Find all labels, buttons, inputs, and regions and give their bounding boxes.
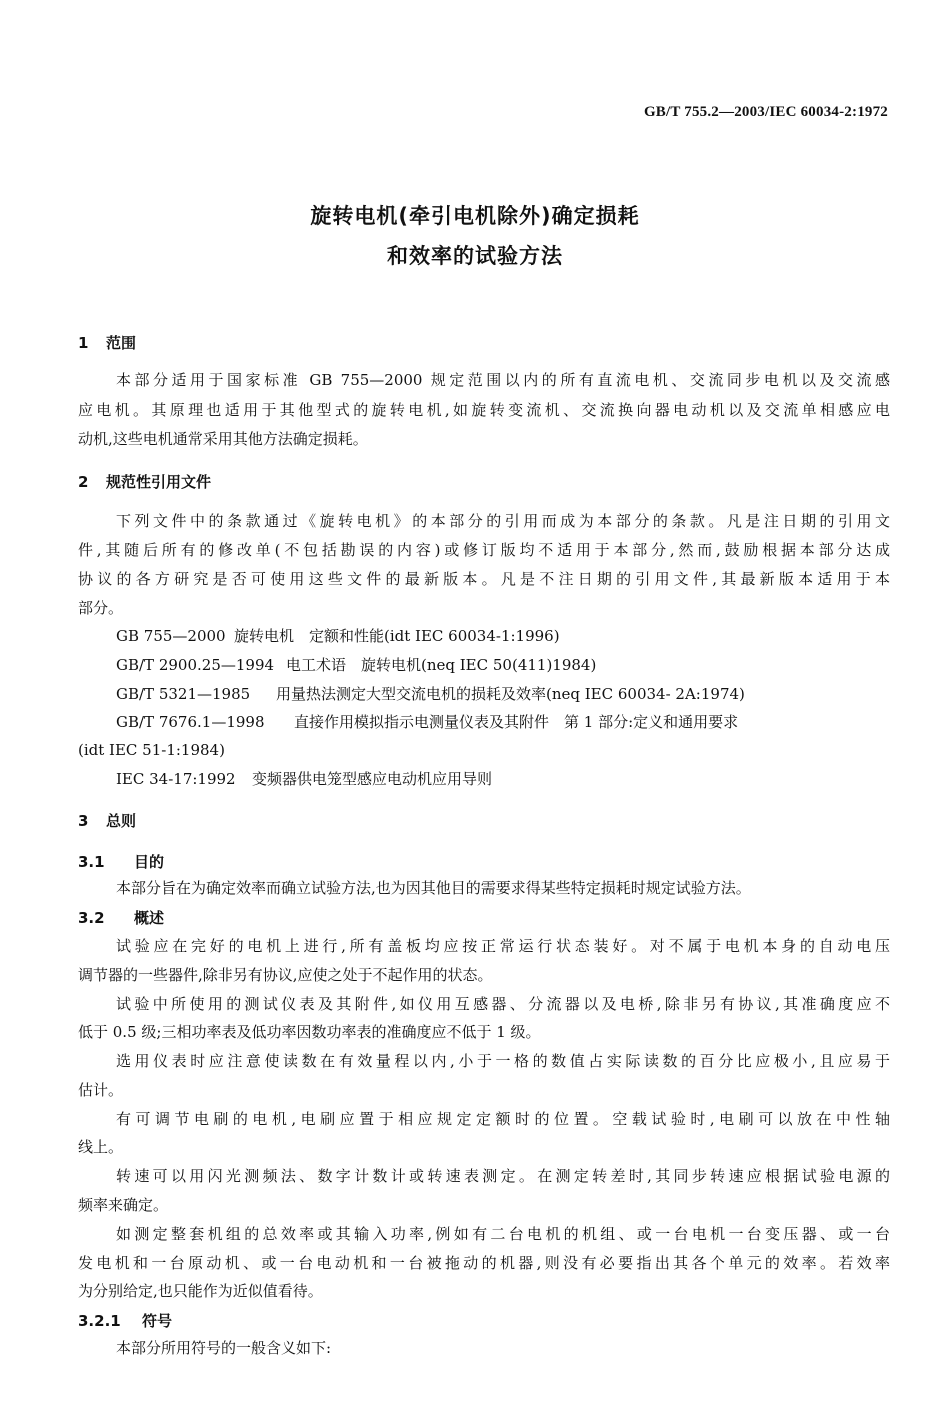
text-line: (idt IEC 51-1:1984) [78, 741, 225, 759]
text-line: 协议的各方研究是否可使用这些文件的最新版本。凡是不注日期的引用文件,其最新版本适用于本 [78, 570, 890, 588]
document-title-line1: 旋转电机(牵引电机除外)确定损耗 [310, 204, 640, 228]
text-line: 频率来确定。 [78, 1196, 169, 1214]
text-line: 选用仪表时应注意使读数在有效量程以内,小于一格的数值占实际读数的百分比应极小,且应易于 [116, 1052, 890, 1070]
section-3-heading: 3 总则 [78, 812, 137, 830]
section-3-2-1-heading: 3.2.1 符号 [78, 1312, 173, 1330]
standard-number: GB/T 755.2—2003/IEC 60034-2:1972 [643, 104, 888, 120]
text-line: 发电机和一台原动机、或一台电动机和一台被拖动的机器,则没有必要指出其各个单元的效率。若效率 [78, 1254, 890, 1272]
text-line: 本部分适用于国家标准 GB 755—2000 规定范围以内的所有直流电机、交流同步电机以及交流感 [116, 371, 890, 389]
text-line: 动机,这些电机通常采用其他方法确定损耗。 [78, 430, 368, 448]
reference-item: GB/T 7676.1—1998 直接作用模拟指示电测量仪表及其附件 第 1 部分:定义和通用要求 [116, 713, 739, 731]
text-line: 下列文件中的条款通过《旋转电机》的本部分的引用而成为本部分的条款。凡是注日期的引用文 [116, 512, 890, 530]
text-line: 为分别给定,也只能作为近似值看待。 [78, 1282, 323, 1300]
section-3-1-heading: 3.1 目的 [78, 853, 165, 871]
text-line: 如测定整套机组的总效率或其输入功率,例如有二台电机的机组、或一台电机一台变压器、或一台 [116, 1225, 890, 1243]
reference-item: GB 755—2000 旋转电机 定额和性能(idt IEC 60034-1:1996) [116, 627, 560, 645]
text-line: 本部分所用符号的一般含义如下: [116, 1339, 332, 1357]
document-title-line2: 和效率的试验方法 [387, 244, 563, 268]
text-line: 本部分旨在为确定效率而确立试验方法,也为因其他目的需要求得某些特定损耗时规定试验方法。 [116, 879, 751, 897]
section-2-heading: 2 规范性引用文件 [78, 473, 212, 491]
text-line: 应电机。其原理也适用于其他型式的旋转电机,如旋转变流机、交流换向器电动机以及交流单相感应电 [78, 401, 890, 419]
text-line: 估计。 [78, 1081, 124, 1099]
text-line: 试验应在完好的电机上进行,所有盖板均应按正常运行状态装好。对不属于电机本身的自动电压 [116, 937, 890, 955]
text-line: 转速可以用闪光测频法、数字计数计或转速表测定。在测定转差时,其同步转速应根据试验电源的 [116, 1167, 890, 1185]
text-line: 线上。 [78, 1138, 124, 1156]
text-line: 调节器的一些器件,除非另有协议,应使之处于不起作用的状态。 [78, 966, 493, 984]
reference-item: GB/T 5321—1985 用量热法测定大型交流电机的损耗及效率(neq IEC 60034- 2A:1974) [116, 685, 745, 703]
section-3-2-heading: 3.2 概述 [78, 909, 165, 927]
text-line: 件,其随后所有的修改单(不包括勘误的内容)或修订版均不适用于本部分,然而,鼓励根据本部分达成 [78, 541, 890, 559]
text-line: 部分。 [78, 599, 124, 617]
text-line: 低于 0.5 级;三相功率表及低功率因数功率表的准确度应不低于 1 级。 [78, 1023, 541, 1041]
reference-item: IEC 34-17:1992 变频器供电笼型感应电动机应用导则 [116, 770, 493, 788]
section-1-heading: 1 范围 [78, 334, 137, 352]
reference-item: GB/T 2900.25—1994 电工术语 旋转电机(neq IEC 50(411)1984) [116, 656, 597, 674]
text-line: 有可调节电刷的电机,电刷应置于相应规定定额时的位置。空载试验时,电刷可以放在中性轴 [116, 1110, 890, 1128]
text-line: 试验中所使用的测试仪表及其附件,如仪用互感器、分流器以及电桥,除非另有协议,其准确度应不 [116, 995, 890, 1013]
